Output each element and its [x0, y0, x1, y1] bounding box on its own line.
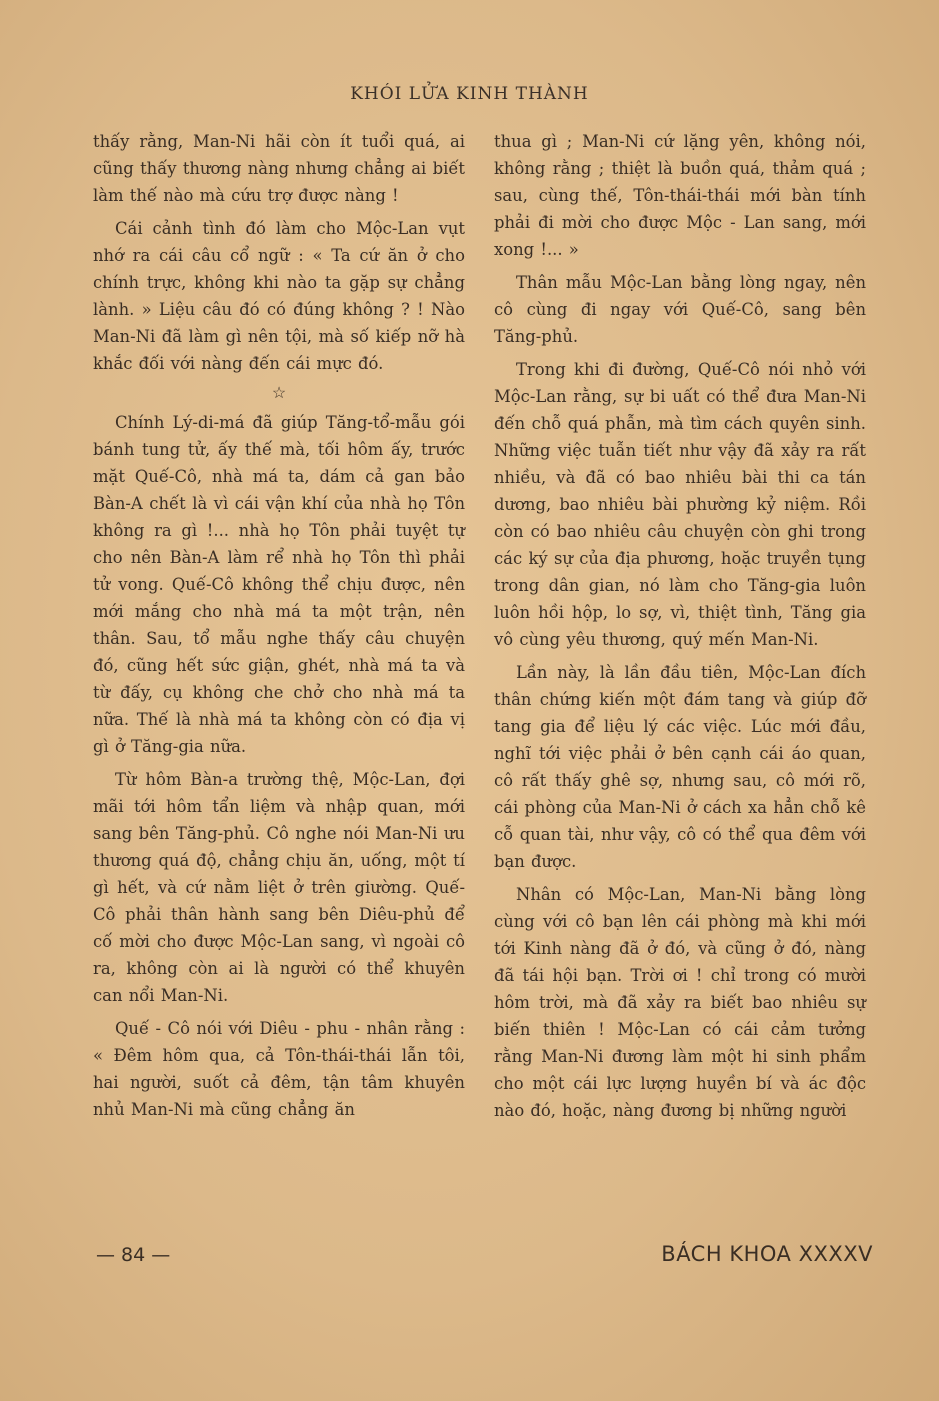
running-header: KHÓI LỬA KINH THÀNH	[350, 84, 589, 104]
paragraph: Thân mẫu Mộc-Lan bằng lòng ngay, nên cô cùng đi ngay với Quế-Cô, sang bên Tăng-phủ.	[494, 273, 866, 346]
paragraph: Nhân có Mộc-Lan, Man-Ni bằng lòng cùng với cô bạn lên cái phòng mà khi mới tới Kinh nàng đã ở đó, và cũng ở đó, nàng đã tái hội bạn. Trời ơi ! chỉ trong có mười hôm trời, mà đã xảy ra biết bao nhiêu sự biến thiên ! Mộc-Lan có cái cảm tưởng rằng Man-Ni đương làm một hi sinh phẩm cho một cái lực lượng huyền bí và ác độc nào đó, hoặc, nàng đương bị những người	[494, 885, 866, 1120]
journal-name: BÁCH KHOA XXXXV	[661, 1242, 873, 1266]
paragraph: Quế - Cô nói với Diêu - phu - nhân rằng : « Đêm hôm qua, cả Tôn-thái-thái lẫn tôi, hai người, suốt cả đêm, tận tâm khuyên nhủ Man-Ni mà cũng chẳng ăn	[93, 1019, 465, 1119]
left-column	[93, 128, 465, 1123]
paragraph: thấy rằng, Man-Ni hãi còn ít tuổi quá, ai cũng thấy thương nàng nhưng chẳng ai biết làm thế nào mà cứu trợ được nàng !	[93, 132, 465, 205]
paragraph: Cái cảnh tình đó làm cho Mộc-Lan vụt nhớ ra cái câu cổ ngữ : « Ta cứ ăn ở cho chính trực, không khi nào ta gặp sự chẳng lành. » Liệu câu đó có đúng không ? ! Nào Man-Ni đã làm gì nên tội, mà số kiếp nỡ hà khắc đối với nàng đến cái mực đó.	[93, 219, 465, 373]
paragraph: Chính Lý-di-má đã giúp Tăng-tổ-mẫu gói bánh tung tử, ấy thế mà, tối hôm ấy, trước mặt Quế-Cô, nhà má ta, dám cả gan bảo Bàn-A chết là vì cái vận khí của nhà họ Tôn không ra gì !... nhà họ Tôn phải tuyệt tự cho nên Bàn-A làm rể nhà họ Tôn thì phải tử vong. Quế-Cô không thể chịu được, nên mới mắng cho nhà má ta một trận, nên thân. Sau, tổ mẫu nghe thấy câu chuyện đó, cũng hết sức giận, ghét, nhà má ta và từ đấy, cụ không che chở cho nhà má ta nữa. Thế là nhà má ta không còn có địa vị gì ở Tăng-gia nữa.	[93, 413, 465, 756]
paragraph: Lần này, là lần đầu tiên, Mộc-Lan đích thân chứng kiến một đám tang và giúp đỡ tang gia để liệu lý các việc. Lúc mới đầu, nghĩ tới việc phải ở bên cạnh cái áo quan, cô rất thấy ghê sợ, nhưng sau, cô mới rõ, cái phòng của Man-Ni ở cách xa hẳn chỗ kê cỗ quan tài, như vậy, cô có thể qua đêm với bạn được.	[494, 663, 866, 871]
paragraph: Trong khi đi đường, Quế-Cô nói nhỏ với Mộc-Lan rằng, sự bi uất có thể đưa Man-Ni đến chỗ quá phẫn, mà tìm cách quyên sinh. Những việc tuẫn tiết như vậy đã xảy ra rất nhiều, và đã có bao nhiêu bài thi ca tán dương, bao nhiêu bài phường kỷ niệm. Rồi còn có bao nhiêu câu chuyện còn ghi trong các ký sự của địa phương, hoặc truyền tụng trong dân gian, nó làm cho Tăng-gia luôn luôn hồi hộp, lo sợ, vì, thiệt tình, Tăng gia vô cùng yêu thương, quý mến Man-Ni.	[494, 360, 866, 649]
paragraph: Từ hôm Bàn-a trường thệ, Mộc-Lan, đợi mãi tới hôm tẩn liệm và nhập quan, mới sang bên Tăng-phủ. Cô nghe nói Man-Ni ưu thương quá độ, chẳng chịu ăn, uống, một tí gì hết, và cứ nằm liệt ở trên giường. Quế-Cô phải thân hành sang bên Diêu-phủ để cố mời cho được Mộc-Lan sang, vì ngoài cô ra, không còn ai là người có thể khuyên can nổi Man-Ni.	[93, 770, 465, 1005]
page-number: — 84 —	[96, 1244, 171, 1266]
paragraph: thua gì ; Man-Ni cứ lặng yên, không nói, không rằng ; thiệt là buồn quá, thảm quá ; sau, cùng thế, Tôn-thái-thái mới bàn tính phải đi mời cho được Mộc - Lan sang, mới xong !... »	[494, 132, 866, 259]
right-column	[494, 128, 866, 1124]
section-break-star: ☆	[271, 383, 287, 402]
